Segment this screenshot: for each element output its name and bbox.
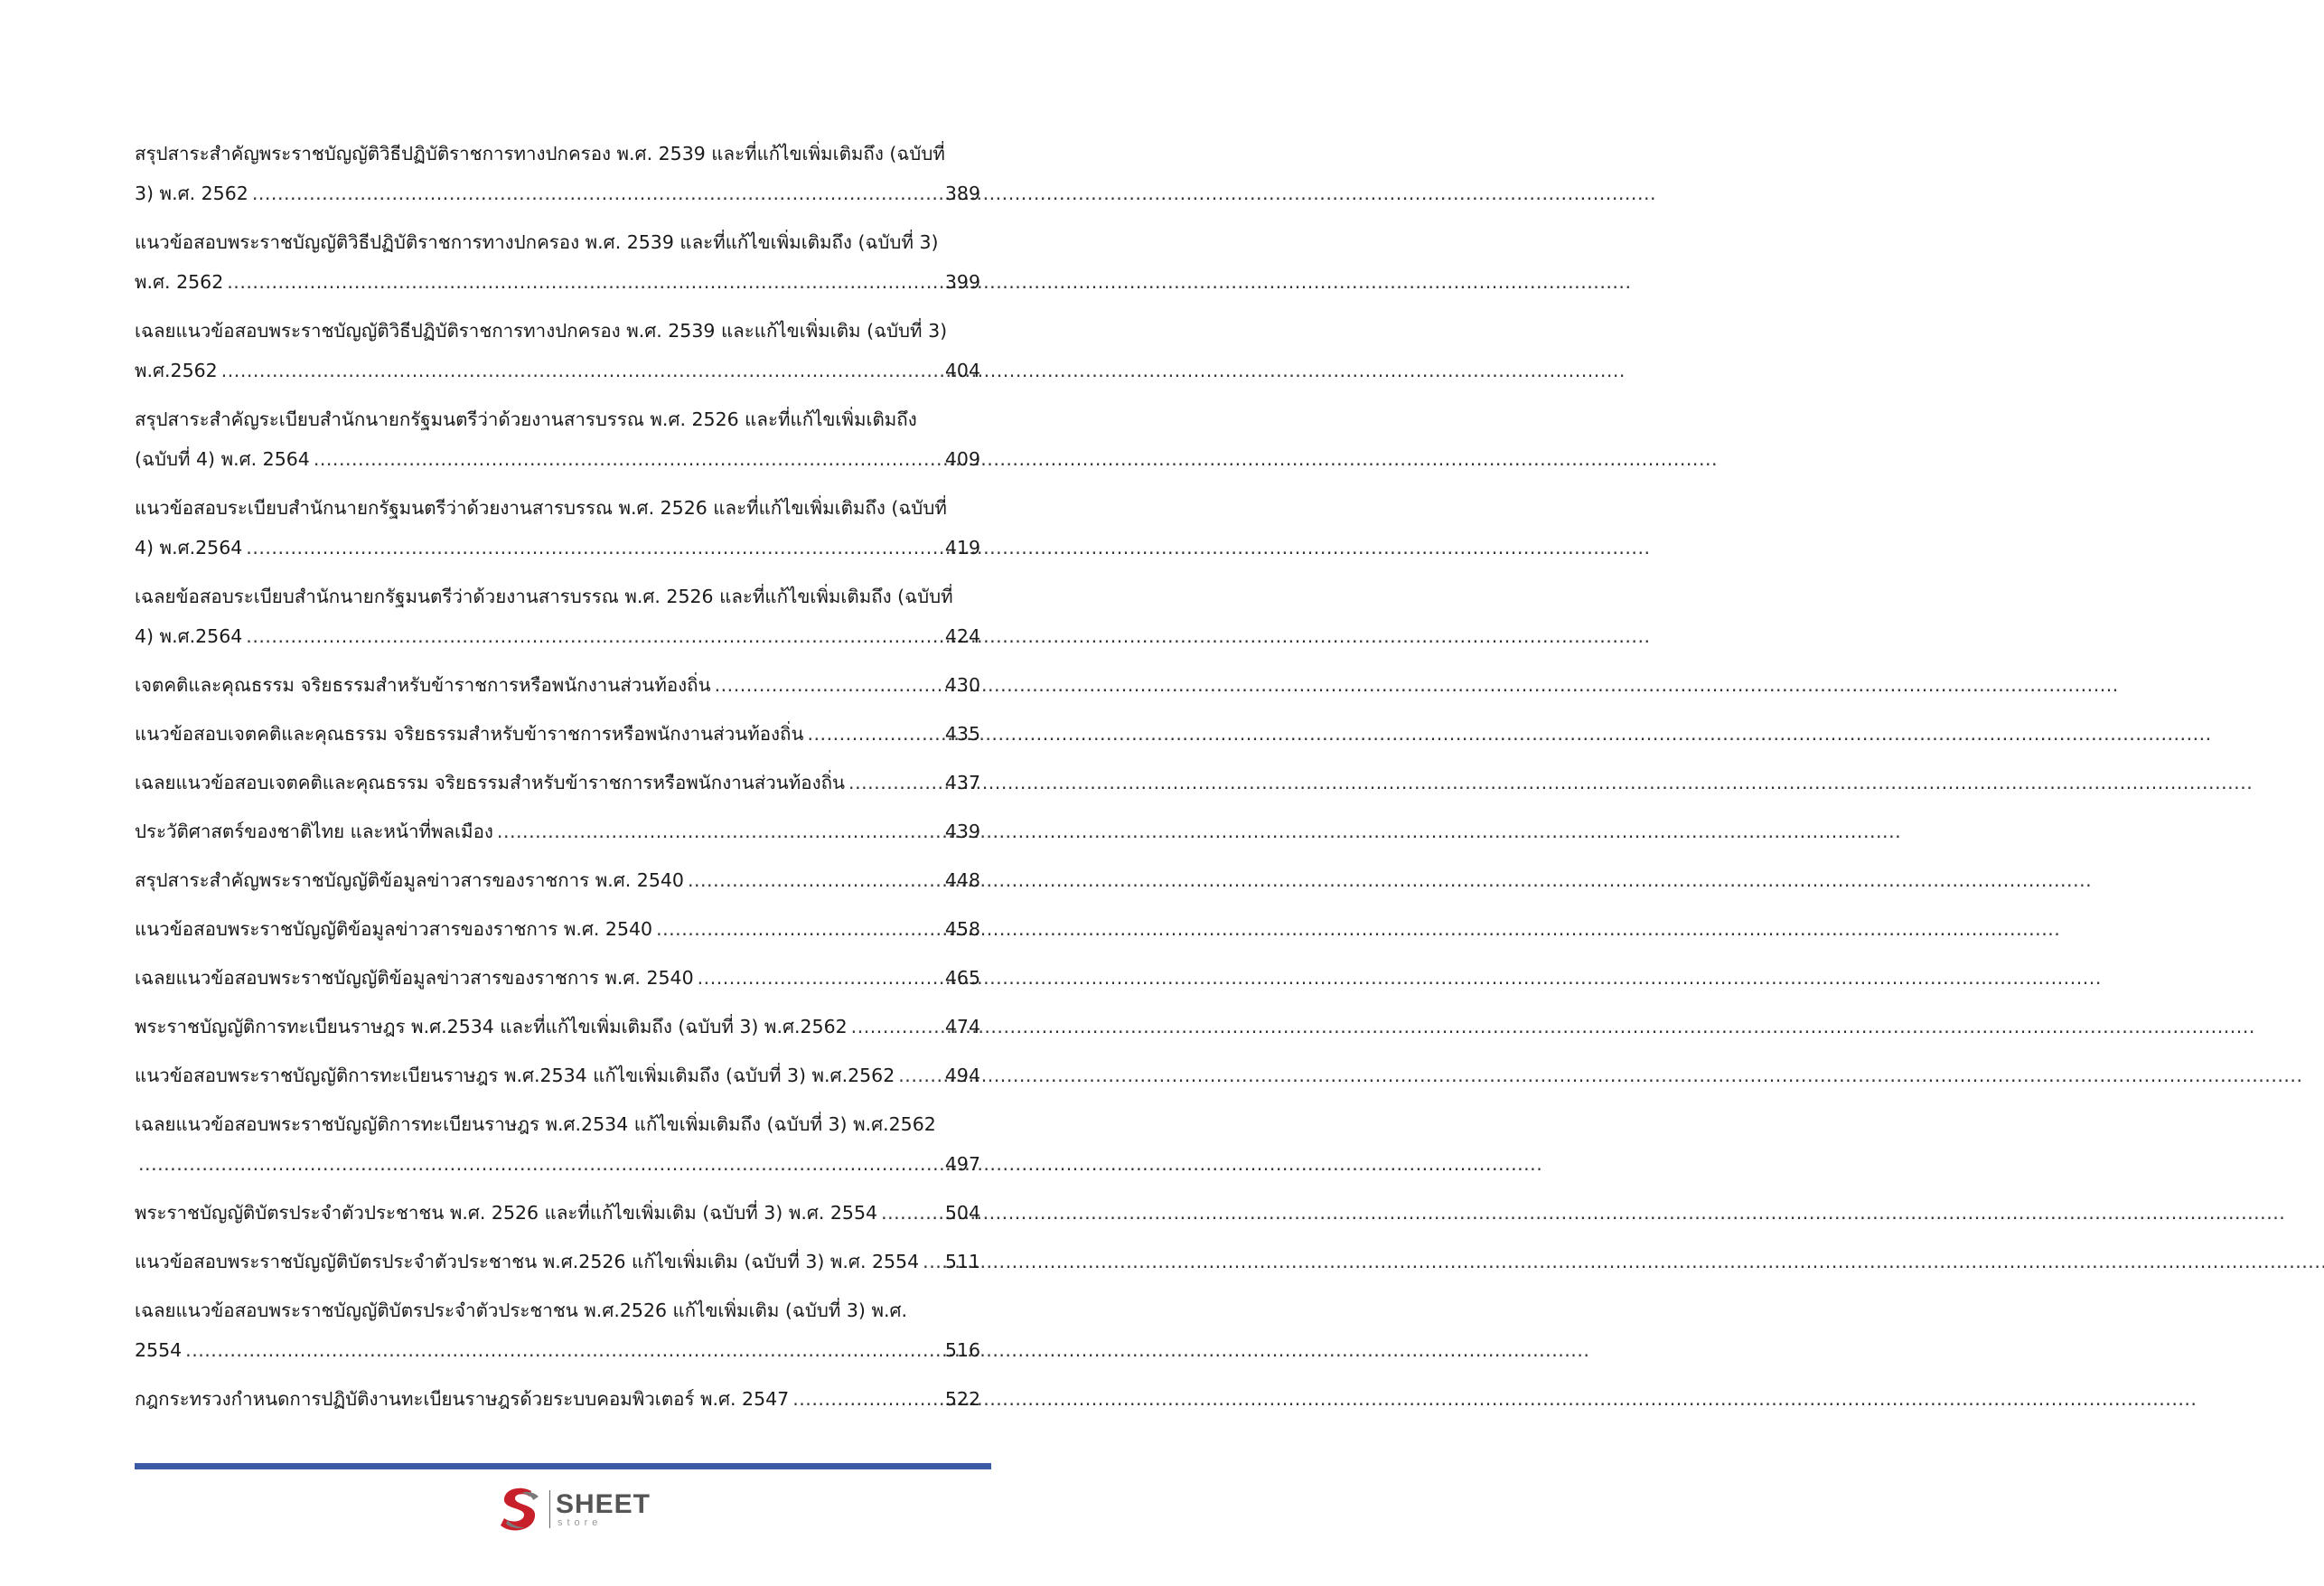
toc-entry-title-cont: พ.ศ.2562	[135, 360, 218, 381]
toc-entry-title-cont: 4) พ.ศ.2564	[135, 537, 243, 558]
footer-logo	[497, 1482, 651, 1536]
toc-page-number: 399	[944, 271, 980, 293]
toc-entry-title: สรุปสาระสำคัญพระราชบัญญัติวิธีปฏิบัติราชการทางปกครอง พ.ศ. 2539 และที่แก้ไขเพิ่มเติมถึง (ฉบับที่	[135, 143, 945, 164]
dot-leader	[221, 351, 942, 390]
dot-leader	[698, 958, 942, 998]
toc-entry-title-cont: 4) พ.ศ.2564	[135, 625, 243, 647]
table-of-contents	[135, 134, 980, 1428]
toc-entry[interactable]	[135, 1056, 980, 1095]
toc-entry-title: แนวข้อสอบพระราชบัญญัติข้อมูลข่าวสารของราชการ พ.ศ. 2540	[135, 918, 653, 940]
toc-page-number: 430	[944, 674, 980, 696]
toc-page-number: 437	[944, 772, 980, 793]
dot-leader	[246, 528, 942, 568]
toc-entry[interactable]	[135, 860, 980, 900]
toc-page-number: 497	[944, 1153, 980, 1175]
toc-entry-title-cont: 3) พ.ศ. 2562	[135, 183, 248, 204]
toc-entry[interactable]	[135, 665, 980, 705]
toc-entry-title: แนวข้อสอบพระราชบัญญัติการทะเบียนราษฎร พ.ศ.2534 แก้ไขเพิ่มเติมถึง (ฉบับที่ 3) พ.ศ.2562	[135, 1065, 895, 1086]
toc-page-number: 474	[944, 1016, 980, 1037]
dot-leader	[715, 665, 942, 705]
toc-entry-title: สรุปสาระสำคัญระเบียบสำนักนายกรัฐมนตรีว่าด้วยงานสารบรรณ พ.ศ. 2526 และที่แก้ไขเพิ่มเติมถึง	[135, 408, 917, 430]
toc-entry-title-cont: (ฉบับที่ 4) พ.ศ. 2564	[135, 448, 310, 470]
toc-entry[interactable]	[135, 1104, 980, 1184]
dot-leader	[792, 1379, 942, 1419]
toc-entry[interactable]	[135, 1290, 980, 1370]
toc-page-number: 465	[944, 967, 980, 989]
toc-entry-title: กฎกระทรวงกำหนดการปฏิบัติงานทะเบียนราษฎรด้วยระบบคอมพิวเตอร์ พ.ศ. 2547	[135, 1388, 790, 1410]
toc-page-number: 504	[944, 1202, 980, 1224]
toc-page-number: 419	[944, 537, 980, 558]
logo-sub: store	[557, 1516, 603, 1528]
toc-entry-title: แนวข้อสอบพระราชบัญญัติวิธีปฏิบัติราชการทางปกครอง พ.ศ. 2539 และที่แก้ไขเพิ่มเติมถึง (ฉบับที่ 3)	[135, 231, 939, 253]
logo-divider	[549, 1490, 550, 1528]
toc-entry[interactable]	[135, 763, 980, 802]
toc-entry[interactable]	[135, 311, 980, 390]
toc-entry-title: แนวข้อสอบพระราชบัญญัติบัตรประจำตัวประชาชน พ.ศ.2526 แก้ไขเพิ่มเติม (ฉบับที่ 3) พ.ศ. 2554	[135, 1251, 920, 1272]
dot-leader	[138, 1144, 942, 1184]
toc-entry-title: ประวัติศาสตร์ของชาติไทย และหน้าที่พลเมือง	[135, 821, 493, 842]
toc-entry[interactable]	[135, 714, 980, 754]
toc-entry[interactable]	[135, 1007, 980, 1046]
toc-entry[interactable]	[135, 399, 980, 479]
toc-entry[interactable]	[135, 488, 980, 568]
toc-entry[interactable]	[135, 909, 980, 949]
toc-entry-title: เฉลยข้อสอบระเบียบสำนักนายกรัฐมนตรีว่าด้วยงานสารบรรณ พ.ศ. 2526 และที่แก้ไขเพิ่มเติมถึง (ฉบับที่	[135, 586, 953, 607]
toc-entry[interactable]	[135, 577, 980, 656]
dot-leader	[881, 1193, 942, 1233]
toc-page-number: 404	[944, 360, 980, 381]
toc-page-number: 424	[944, 625, 980, 647]
toc-entry[interactable]	[135, 134, 980, 213]
toc-entry-title: พระราชบัญญัติการทะเบียนราษฎร พ.ศ.2534 และที่แก้ไขเพิ่มเติมถึง (ฉบับที่ 3) พ.ศ.2562	[135, 1016, 848, 1037]
toc-entry-title-cont: 2554	[135, 1339, 183, 1361]
toc-entry-title: เฉลยแนวข้อสอบพระราชบัญญัติการทะเบียนราษฎร พ.ศ.2534 แก้ไขเพิ่มเติมถึง (ฉบับที่ 3) พ.ศ.2562	[135, 1113, 936, 1135]
dot-leader	[848, 763, 942, 802]
dot-leader	[656, 909, 942, 949]
sheet-store-logo-icon	[497, 1484, 544, 1534]
dot-leader	[497, 812, 942, 851]
dot-leader	[898, 1056, 942, 1095]
toc-page-number: 522	[944, 1388, 980, 1410]
toc-entry-title: แนวข้อสอบระเบียบสำนักนายกรัฐมนตรีว่าด้วยงานสารบรรณ พ.ศ. 2526 และที่แก้ไขเพิ่มเติมถึง (ฉบับที่	[135, 497, 947, 519]
toc-page-number: 511	[944, 1251, 980, 1272]
toc-entry-title: เฉลยแนวข้อสอบพระราชบัญญัติข้อมูลข่าวสารของราชการ พ.ศ. 2540	[135, 967, 694, 989]
dot-leader	[807, 714, 941, 754]
toc-entry-title-cont: พ.ศ. 2562	[135, 271, 224, 293]
toc-page-number: 494	[944, 1065, 980, 1086]
toc-entry[interactable]	[135, 1242, 980, 1281]
toc-entry-title: เฉลยแนวข้อสอบพระราชบัญญัติวิธีปฏิบัติราชการทางปกครอง พ.ศ. 2539 และแก้ไขเพิ่มเติม (ฉบับที่ 3)	[135, 320, 948, 342]
toc-page-number: 389	[944, 183, 980, 204]
toc-entry-title: สรุปสาระสำคัญพระราชบัญญัติข้อมูลข่าวสารของราชการ พ.ศ. 2540	[135, 869, 684, 891]
toc-page-number: 435	[944, 723, 980, 745]
logo-brand: SHEET	[555, 1488, 651, 1519]
dot-leader	[688, 860, 942, 900]
dot-leader	[185, 1330, 942, 1370]
dot-leader	[851, 1007, 942, 1046]
toc-entry-title: เฉลยแนวข้อสอบเจตคติและคุณธรรม จริยธรรมสำหรับข้าราชการหรือพนักงานส่วนท้องถิ่น	[135, 772, 846, 793]
toc-page-number: 409	[944, 448, 980, 470]
toc-entry-title: พระราชบัญญัติบัตรประจำตัวประชาชน พ.ศ. 2526 และที่แก้ไขเพิ่มเติม (ฉบับที่ 3) พ.ศ. 2554	[135, 1202, 878, 1224]
toc-entry[interactable]	[135, 958, 980, 998]
dot-leader	[252, 174, 942, 213]
footer-rule	[135, 1463, 991, 1469]
toc-entry-title: แนวข้อสอบเจตคติและคุณธรรม จริยธรรมสำหรับข้าราชการหรือพนักงานส่วนท้องถิ่น	[135, 723, 804, 745]
toc-entry-title: เฉลยแนวข้อสอบพระราชบัญญัติบัตรประจำตัวประชาชน พ.ศ.2526 แก้ไขเพิ่มเติม (ฉบับที่ 3) พ.ศ.	[135, 1300, 908, 1321]
toc-page-number: 458	[944, 918, 980, 940]
toc-page-number: 448	[944, 869, 980, 891]
toc-page-number: 516	[944, 1339, 980, 1361]
toc-entry[interactable]	[135, 222, 980, 302]
toc-entry[interactable]	[135, 1379, 980, 1419]
dot-leader	[314, 439, 942, 479]
dot-leader	[246, 616, 942, 656]
toc-entry-title: เจตคติและคุณธรรม จริยธรรมสำหรับข้าราชการหรือพนักงานส่วนท้องถิ่น	[135, 674, 711, 696]
logo-wordmark	[555, 1488, 651, 1528]
dot-leader	[227, 262, 942, 302]
toc-entry[interactable]	[135, 1193, 980, 1233]
toc-entry[interactable]	[135, 812, 980, 851]
toc-page-number: 439	[944, 821, 980, 842]
dot-leader	[923, 1242, 942, 1281]
